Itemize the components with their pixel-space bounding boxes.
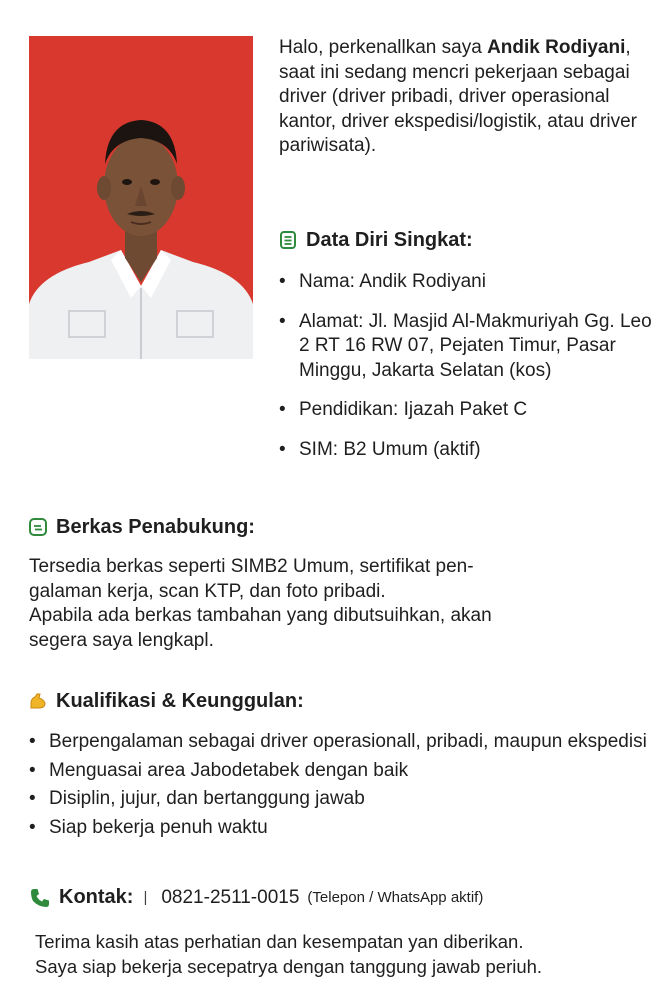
intro-paragraph bbox=[279, 36, 649, 159]
berkas-line: Tersedia berkas seperti SIMB2 Umum, sertifikat pen- bbox=[29, 556, 474, 577]
kualifikasi-list bbox=[29, 730, 649, 840]
berkas-line: Apabila ada berkas tambahan yang dibutsuihkan, akan bbox=[29, 605, 492, 626]
phone-icon bbox=[29, 887, 51, 909]
berkas-paragraph bbox=[29, 555, 649, 653]
folder-icon bbox=[29, 518, 47, 536]
phone-number[interactable]: 0821-2511-0015 bbox=[161, 886, 300, 908]
data-diri-heading bbox=[279, 227, 659, 253]
data-diri-list bbox=[279, 270, 659, 462]
intro-text-before: Halo, perkenallkan saya bbox=[279, 37, 488, 58]
intro-name: Andik Rodiyani bbox=[487, 37, 626, 58]
list-item: • Menguasai area Jabodetabek dengan baik bbox=[29, 759, 649, 784]
list-item: • Pendidikan: Ijazah Paket C bbox=[279, 398, 659, 423]
intro-text-after: , saat ini sedang mencri pekerjaan sebagai driver (driver pribadi, driver operasional kantor, driver ekspedisi/logistik, atau driver pariwisata). bbox=[279, 37, 637, 156]
flexed-biceps-icon bbox=[29, 692, 47, 710]
closing-line: Saya siap bekerja secepatrya dengan tanggung jawab periuh. bbox=[35, 955, 543, 977]
list-item: • Alamat: Jl. Masjid Al-Makmuriyah Gg. Leo 2 RT 16 RW 07, Pejaten Timur, Pasar Minggu, Jakarta Selatan (kos) bbox=[279, 310, 659, 384]
profile-photo bbox=[29, 36, 253, 359]
data-diri-title: Data Diri Singkat: bbox=[306, 229, 473, 251]
list-item: • Disiplin, jujur, dan bertanggung jawab bbox=[29, 787, 649, 812]
berkas-heading bbox=[29, 514, 649, 540]
list-item: • Nama: Andik Rodiyani bbox=[279, 270, 659, 295]
kontak-label: Kontak: bbox=[59, 886, 134, 908]
kontak-separator: | bbox=[143, 889, 148, 906]
list-item: • SIM: B2 Umum (aktif) bbox=[279, 438, 659, 463]
person-portrait-image bbox=[29, 36, 253, 359]
kontak-note: (Telepon / WhatsApp aktif) bbox=[307, 889, 484, 906]
berkas-section bbox=[29, 514, 649, 653]
berkas-title: Berkas Penabukung: bbox=[56, 516, 255, 538]
kualifikasi-section bbox=[29, 688, 649, 844]
document-icon bbox=[279, 231, 297, 249]
closing-line: Terima kasih atas perhatian dan kesempatan yan diberikan. bbox=[35, 931, 524, 952]
berkas-line: segera saya lengkapl. bbox=[29, 629, 214, 651]
kontak-row bbox=[29, 886, 659, 909]
kualifikasi-heading bbox=[29, 688, 649, 714]
data-diri-section bbox=[279, 227, 659, 477]
list-item: • Siap bekerja penuh waktu bbox=[29, 816, 649, 841]
list-item: • Berpengalaman sebagai driver operasionall, pribadi, maupun ekspedisi bbox=[29, 730, 649, 755]
kualifikasi-title: Kualifikasi & Keunggulan: bbox=[56, 690, 304, 712]
berkas-line: galaman kerja, scan KTP, dan foto pribadi. bbox=[29, 580, 386, 602]
closing-paragraph bbox=[35, 930, 655, 979]
